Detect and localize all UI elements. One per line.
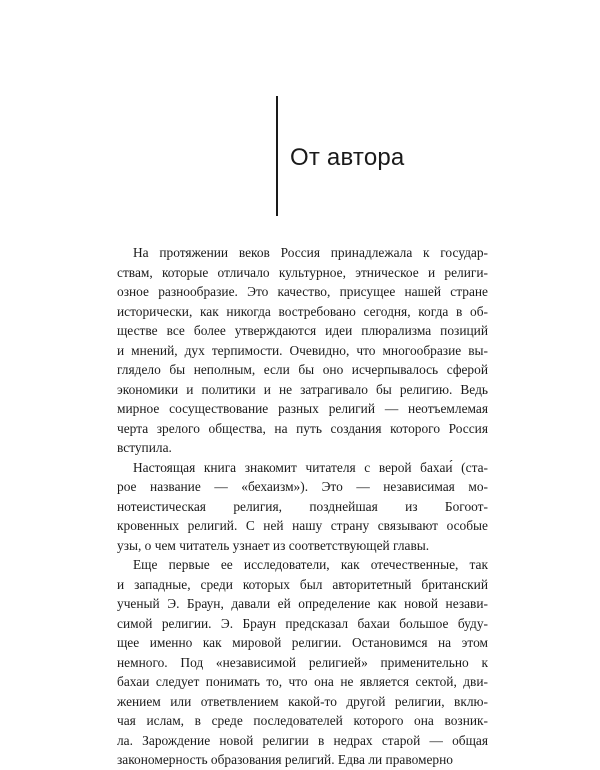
text-line: мирное сосуществование разных религий — неотъемлемая bbox=[117, 401, 488, 416]
text-line: ла. Зарождение новой религии в недрах старой — общая bbox=[117, 732, 488, 748]
text-line: вступила. bbox=[117, 440, 172, 455]
paragraph bbox=[117, 555, 488, 770]
text-line: чая ислам, в среде последователей которого она возник- bbox=[117, 713, 488, 728]
body-text bbox=[117, 243, 488, 770]
text-line: черта зрелого общества, на путь создания которого Россия bbox=[117, 420, 488, 436]
paragraph bbox=[117, 458, 488, 556]
text-line: рое название — «бехаизм»). Это — независимая мо- bbox=[117, 479, 488, 494]
text-line: ствам, которые отличало культурное, этническое и религи- bbox=[117, 264, 488, 280]
text-line: узы, о чем читатель узнает из соответствующей главы. bbox=[117, 537, 430, 553]
text-line: и мнений, дух терпимости. Очевидно, что многообразие вы- bbox=[117, 342, 488, 358]
text-line: На протяжении веков Россия принадлежала к государ- bbox=[133, 245, 488, 260]
text-line: исторически, как никогда востребовано сегодня, когда в об- bbox=[117, 303, 488, 319]
text-line: жением или ответвлением какой-то другой религии, вклю- bbox=[117, 693, 488, 709]
text-line: и западные, среди которых был авторитетный британский bbox=[117, 576, 488, 592]
text-line: симой религии. Э. Браун предсказал бахаи большое буду- bbox=[117, 615, 488, 631]
chapter-title: От автора bbox=[290, 144, 405, 171]
paragraph bbox=[117, 243, 488, 458]
text-line: нотеистическая религия, позднейшая из Богоот- bbox=[117, 498, 488, 514]
text-line: экономики и политики и не затрагивало бы религию. Ведь bbox=[117, 381, 488, 397]
text-line: щее именно как мировой религии. Остановимся на этом bbox=[117, 635, 488, 650]
text-line: кровенных религий. С ней нашу страну связывают особые bbox=[117, 518, 488, 533]
text-line: озное разнообразие. Это качество, присущее нашей стране bbox=[117, 284, 488, 299]
text-line: ществе все более утверждаются идеи плюрализма позиций bbox=[117, 323, 488, 338]
text-line: бахаи следует понимать то, что она не является сектой, дви- bbox=[117, 674, 488, 689]
title-vertical-rule bbox=[276, 96, 278, 216]
text-line: Еще первые ее исследователи, как отечественные, так bbox=[133, 557, 488, 572]
text-line: закономерность образования религий. Едва ли правомерно bbox=[117, 752, 453, 767]
text-line: глядело бы неполным, если бы оно исчерпывалось сферой bbox=[117, 362, 488, 377]
text-line: немного. Под «независимой религией» применительно к bbox=[117, 654, 488, 670]
text-line: Настоящая книга знакомит читателя с верой бахаи́ (ста- bbox=[133, 459, 488, 475]
text-line: ученый Э. Браун, давали ей определение как новой незави- bbox=[117, 596, 488, 611]
